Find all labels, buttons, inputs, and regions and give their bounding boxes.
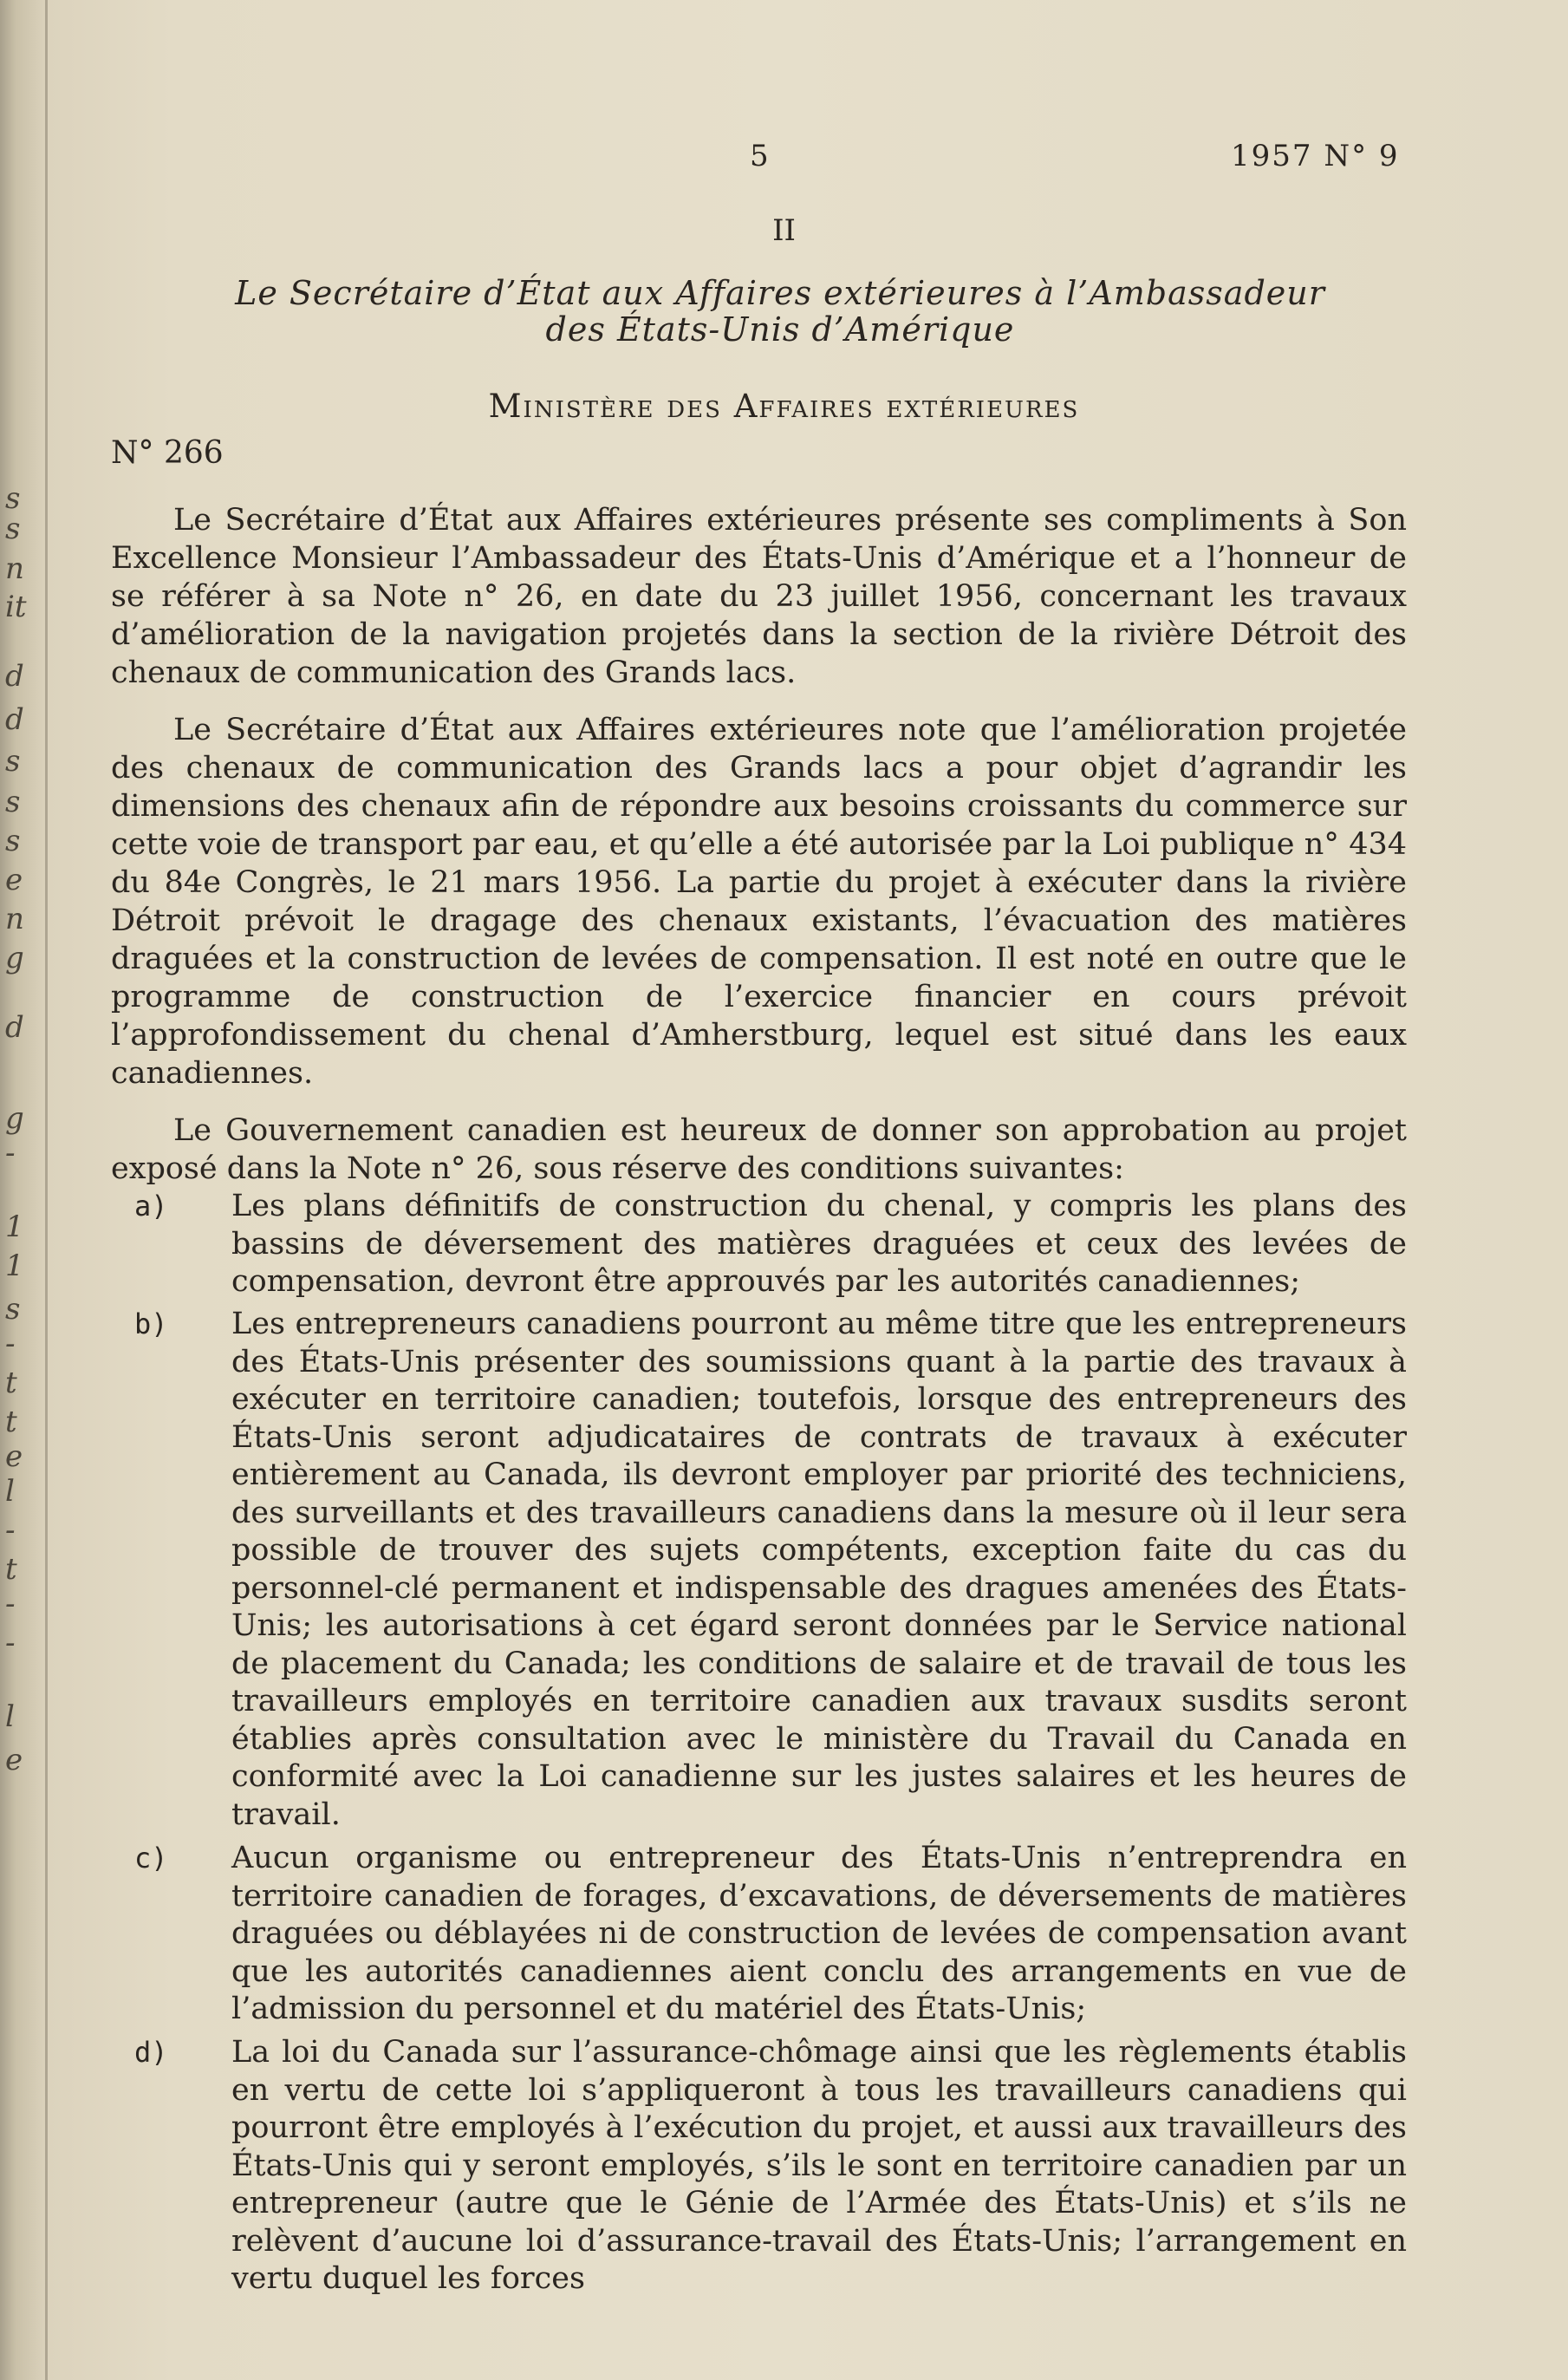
edge-char: d [5,702,24,737]
condition-b [134,1306,1407,1834]
edge-char: d [5,1010,24,1045]
edge-char: s [5,481,21,516]
condition-text: Les plans définitifs de construction du chenal, y compris les plans des bassins de déversement des matières draguées et ceux des levées de compensation, devront être approuvés par les autorités canadiennes; [231,1189,1407,1299]
condition-text: Les entrepreneurs canadiens pourront au même titre que les entrepreneurs des États-Unis présenter des soumissions quant à la partie des travaux à exécuter en territoire canadien; toutefois, lorsque des entrepreneurs des États-Unis seront adjudicataires de contrats de travaux à exécuter entièrement au Canada, ils devront employer par priorité des techniciens, des surveillants et des travailleurs canadiens dans la mesure où il leur sera possible de trouver des sujets compétents, exception faite du cas du personnel-clé permanent et indispensable des dragues amenées des États-Unis; les autorisations à cet égard seront données par le Service national de placement du Canada; les conditions de salaire et de travail de tous les travailleurs employés en territoire canadien aux travaux susdits seront établies après consultation avec le ministère du Travail du Canada en conformité avec la Loi canadienne sur les justes salaires et les heures de travail. [231,1307,1407,1832]
binding-gutter [45,0,48,2380]
edge-char: - [5,1136,16,1170]
condition-label: a) [134,1190,168,1223]
condition-c [134,1840,1407,2029]
condition-label: c) [134,1842,168,1875]
edge-char: l [5,1474,15,1509]
edge-char: t [5,1552,17,1587]
edge-char: e [5,863,23,897]
edge-char: s [5,1292,21,1327]
edge-char: s [5,744,21,779]
edge-char: e [5,1439,23,1474]
edge-char: it [5,590,27,624]
edge-char: g [5,1101,24,1136]
condition-label: d) [134,2036,168,2069]
publication-year-number: 1957 N° 9 [1231,139,1400,173]
previous-page-edge [0,0,43,2380]
condition-label: b) [134,1307,168,1340]
ministry-heading: Ministère des Affaires extérieures [488,388,1080,425]
edge-char: - [5,1626,16,1660]
section-heading: II [772,213,796,248]
edge-char: d [5,659,24,694]
condition-text: La loi du Canada sur l’assurance-chômage ainsi que les règlements établis en vertu de cette loi s’appliqueront à tous les travailleurs canadiens qui pourront être employés à l’exécution du projet, et aussi aux travailleurs des États-Unis qui y seront employés, s’ils le sont en territoire canadien par un entrepreneur (autre que le Génie de l’Armée des États-Unis) et s’ils ne relèvent d’aucune loi d’assurance-travail des États-Unis; l’arrangement en vertu duquel les forces [231,2035,1407,2296]
edge-char: - [5,1587,16,1621]
edge-char: 1 [5,1210,24,1244]
edge-char: - [5,1327,16,1361]
letter-title-line-1: Le Secrétaire d’État aux Affaires extérieures à l’Ambassadeur [235,274,1325,312]
condition-d [134,2034,1407,2298]
edge-char: n [5,902,24,936]
edge-char: s [5,512,21,546]
condition-a [134,1188,1407,1301]
paragraph-1: Le Secrétaire d’État aux Affaires extérieures présente ses compliments à Son Excellence Monsieur l’Ambassadeur des États-Unis d’Amérique et a l’honneur de se référer à sa Note n° 26, en date du 23 juillet 1956, concernant les travaux d’amélioration de la navigation projetés dans la section de la rivière Détroit des chenaux de communication des Grands lacs. [111,503,1407,690]
paragraph-3: Le Gouvernement canadien est heureux de donner son approbation au projet exposé dans la Note n° 26, sous réserve des conditions suivantes: [111,1113,1407,1186]
edge-char: s [5,785,21,819]
edge-char: - [5,1513,16,1548]
page-number: 5 [750,139,769,173]
edge-char: e [5,1743,23,1777]
edge-char: l [5,1699,15,1734]
edge-char: n [5,551,24,586]
edge-char: 1 [5,1249,24,1283]
paragraph-2: Le Secrétaire d’État aux Affaires extérieures note que l’amélioration projetée des chenaux de communication des Grands lacs a pour objet d’agrandir les dimensions des chenaux afin de répondre aux besoins croissants du commerce sur cette voie de transport par eau, et qu’elle a été autorisée par la Loi publique n° 434 du 84e Congrès, le 21 mars 1956. La partie du projet à exécuter dans la rivière Détroit prévoit le dragage des chenaux existants, l’évacuation des matières draguées et la construction de levées de compensation. Il est noté en outre que le programme de construction de l’exercice financier en cours prévoit l’approfondissement du chenal d’Amherstburg, lequel est situé dans les eaux canadiennes. [111,713,1407,1091]
edge-char: g [5,941,24,975]
edge-char: s [5,824,21,858]
edge-char: t [5,1366,17,1400]
condition-text: Aucun organisme ou entrepreneur des États-Unis n’entreprendra en territoire canadien de forages, d’excavations, de déversements de matières draguées ou déblayées ni de construction de levées de compensation avant que les autorités canadiennes aient conclu des arrangements en vue de l’admission du personnel et du matériel des États-Unis; [231,1841,1407,2026]
note-number: N° 266 [111,435,224,471]
edge-char: t [5,1405,17,1439]
letter-title-line-2: des États-Unis d’Amérique [545,310,1015,349]
